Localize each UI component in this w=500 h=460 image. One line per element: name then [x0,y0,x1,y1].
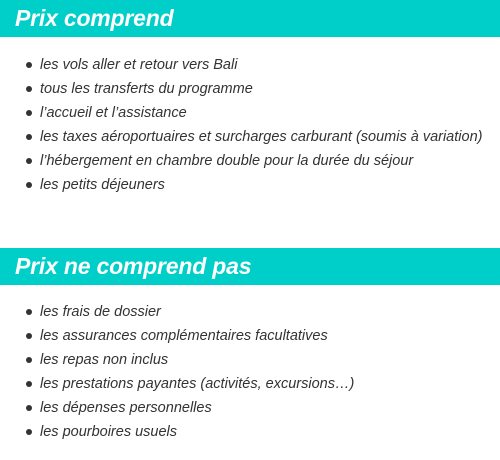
bullet-icon [26,405,32,411]
list-item [26,348,354,372]
bullet-icon [26,309,32,315]
list-item-text: les repas non inclus [40,352,169,368]
list-item-text: les vols aller et retour vers Bali [40,57,238,73]
list-item [26,149,482,173]
list-item-text: tous les transferts du programme [40,81,253,97]
included-section [0,0,500,193]
bullet-icon [26,357,32,363]
excluded-list [26,300,354,444]
list-item-text: les pourboires usuels [40,424,178,440]
list-item-text: l’hébergement en chambre double pour la durée du séjour [40,153,414,169]
list-item [26,125,482,149]
bullet-icon [26,110,32,116]
bullet-icon [26,86,32,92]
included-header [0,0,500,37]
list-item [26,396,354,420]
bullet-icon [26,381,32,387]
list-item-text: les assurances complémentaires facultatives [40,328,328,344]
excluded-section [0,248,500,440]
list-item-text: les dépenses personnelles [40,400,212,416]
bullet-icon [26,158,32,164]
list-item-text: les petits déjeuners [40,177,165,193]
list-item [26,372,354,396]
list-item [26,101,482,125]
list-item-text: les frais de dossier [40,304,161,320]
list-item [26,77,482,101]
list-item-text: les prestations payantes (activités, excursions…) [40,376,355,392]
bullet-icon [26,182,32,188]
bullet-icon [26,134,32,140]
list-item [26,324,354,348]
bullet-icon [26,62,32,68]
list-item [26,173,482,197]
included-title: Prix comprend [15,5,174,31]
list-item [26,53,482,77]
bullet-icon [26,333,32,339]
list-item-text: les taxes aéroportuaires et surcharges carburant (soumis à variation) [40,129,483,145]
list-item [26,420,354,444]
bullet-icon [26,429,32,435]
excluded-header [0,248,500,285]
list-item-text: l’accueil et l’assistance [40,105,187,121]
included-list [26,53,482,197]
list-item [26,300,354,324]
excluded-title: Prix ne comprend pas [15,253,252,279]
